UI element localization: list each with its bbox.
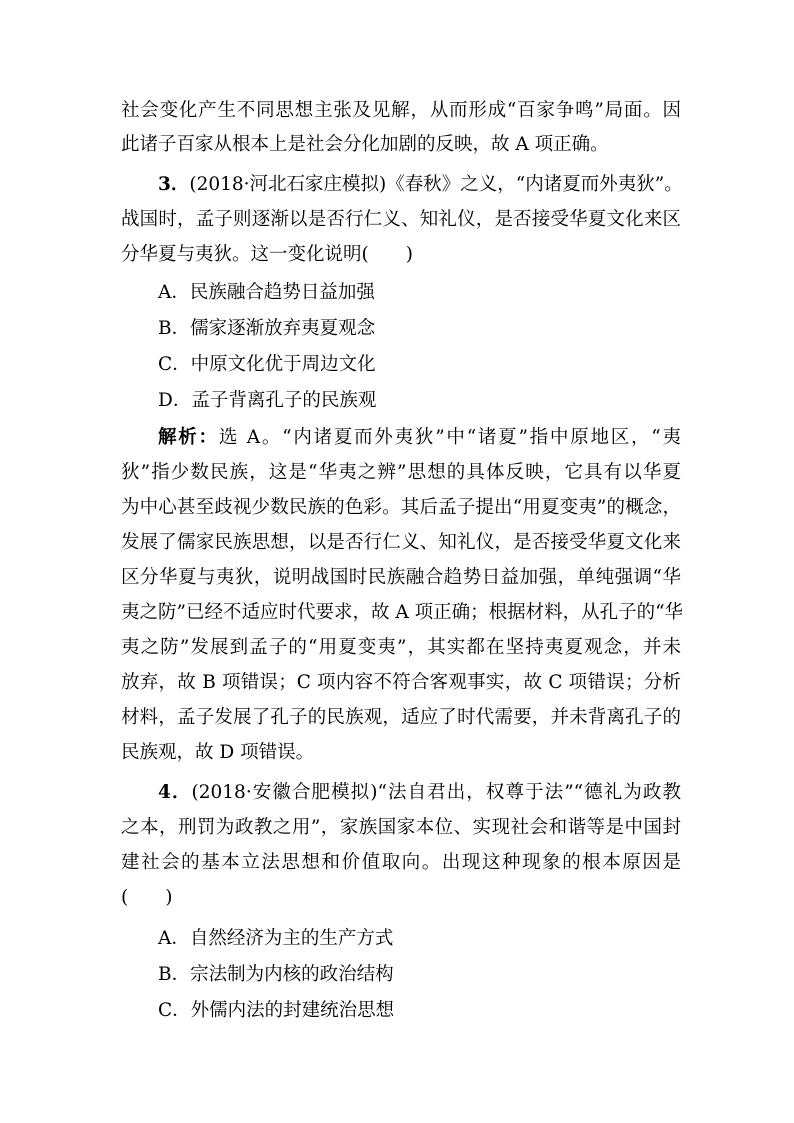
analysis-line-7: 夷之防”发展到孟子的“用夏变夷”，其实都在坚持夷夏观念，并未: [121, 637, 681, 658]
question-4-line-3: 建社会的基本立法思想和价值取向。出现这种现象的根本原因是: [121, 852, 681, 873]
analysis-text-1: 选 A。“内诸夏而外夷狄”中“诸夏”指中原地区，“夷: [218, 427, 681, 448]
question-3-stem-1: (2018·河北石家庄模拟)《春秋》之义，“内诸夏而外夷狄”。: [189, 174, 683, 195]
analysis-line-3: 为中心甚至歧视少数民族的色彩。其后孟子提出“用夏变夷”的概念，: [121, 497, 681, 518]
question-3-option-a: A．民族融合趋势日益加强: [158, 282, 375, 303]
analysis-line-9: 材料，孟子发展了孔子的民族观，适应了时代需要，并未背离孔子的: [121, 707, 681, 728]
analysis-line-8: 放弃，故 B 项错误；C 项内容不符合客观事实，故 C 项错误；分析: [121, 672, 681, 693]
question-4-line-4: ( ): [121, 887, 173, 908]
question-4-line-1: [158, 782, 681, 804]
question-3-option-d: D．孟子背离孔子的民族观: [158, 390, 377, 411]
question-4-option-c: C．外儒内法的封建统治思想: [158, 1000, 395, 1021]
question-4-stem-1: (2018·安徽合肥模拟)“法自君出，权尊于法”“德礼为政教: [191, 782, 681, 803]
analysis-line-4: 发展了儒家民族思想，以是否行仁义、知礼仪，是否接受华夏文化来: [121, 532, 681, 553]
question-3-option-c: C．中原文化优于周边文化: [158, 354, 376, 375]
question-4-number: 4．: [158, 782, 192, 803]
analysis-line-10: 民族观，故 D 项错误。: [121, 742, 315, 763]
question-4-option-b: B．宗法制为内核的政治结构: [158, 964, 394, 985]
question-3-line-1: [158, 174, 681, 196]
analysis-line-5: 区分华夏与夷狄，说明战国时民族融合趋势日益加强，单纯强调“华: [121, 567, 681, 588]
question-3-option-b: B．儒家逐渐放弃夷夏观念: [158, 318, 376, 339]
question-3-line-3: 分华夏与夷狄。这一变化说明( ): [121, 244, 413, 265]
analysis-line-6: 夷之防”已经不适应时代要求，故 A 项正确；根据材料，从孔子的“华: [121, 602, 684, 623]
question-3-line-2: 战国时，孟子则逐渐以是否行仁义、知礼仪，是否接受华夏文化来区: [121, 209, 681, 230]
analysis-line-1: [158, 427, 681, 449]
analysis-line-2: 狄”指少数民族，这是“华夷之辨”思想的具体反映，它具有以华夏: [121, 462, 681, 483]
question-4-option-a: A．自然经济为主的生产方式: [158, 928, 394, 949]
question-4-line-2: 之本，刑罚为政教之用”，家族国家本位、实现社会和谐等是中国封: [121, 817, 681, 838]
analysis-label: 解析：: [158, 427, 219, 448]
intro-line-1: 社会变化产生不同思想主张及见解，从而形成“百家争鸣”局面。因: [121, 100, 681, 121]
intro-line-2: 此诸子百家从根本上是社会分化加剧的反映，故 A 项正确。: [121, 134, 609, 155]
question-3-number: 3．: [158, 174, 190, 195]
